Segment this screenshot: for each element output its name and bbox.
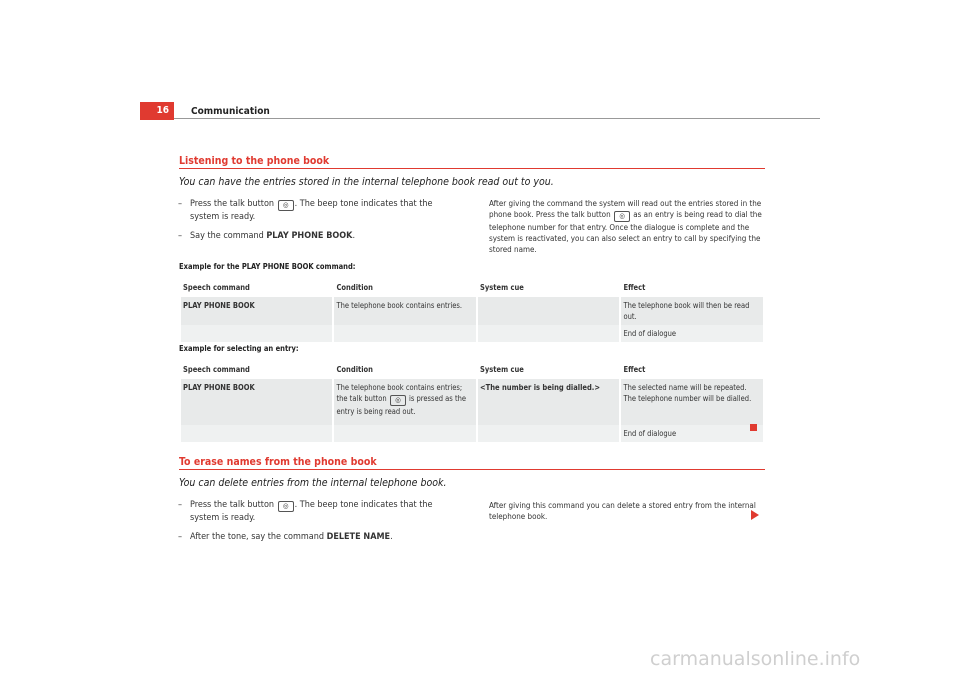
header-rule [174, 118, 820, 119]
table-select-entry [179, 359, 765, 442]
table-row: PLAY PHONE BOOK The telephone book contains entries; the talk button ◎ is pressed as the entry is being read out. <The number is being dialled.> The selected name will be repeated. The telephone number will be dialled. [181, 379, 763, 425]
step-say-command: – Say the command PLAY PHONE BOOK. [178, 231, 356, 241]
talk-button-icon: ◎ [278, 501, 294, 512]
col-header: System cue [478, 359, 620, 379]
section-title-listening: Listening to the phone book [179, 155, 330, 167]
col-header: Effect [621, 277, 763, 297]
table-row: End of dialogue [181, 325, 763, 342]
col-header: Speech command [181, 277, 332, 297]
col-header: Condition [334, 277, 476, 297]
step-press-talk: – Press the talk button ◎ . The beep tone indicates that the system is ready. [178, 199, 433, 222]
section-title-erase: To erase names from the phone book [179, 456, 377, 468]
section-rule [179, 469, 765, 470]
talk-button-icon: ◎ [390, 395, 406, 406]
chapter-title: Communication [191, 106, 270, 117]
page-number: 16 [140, 102, 174, 120]
section-rule [179, 168, 765, 169]
continue-arrow-icon [751, 510, 759, 520]
table2-caption: Example for selecting an entry: [179, 344, 299, 353]
col-header: System cue [478, 277, 619, 297]
watermark: carmanualsonline.info [650, 648, 861, 670]
step-press-talk: – Press the talk button ◎ . The beep tone indicates that the system is ready. [178, 500, 433, 523]
command-text: PLAY PHONE BOOK [266, 231, 353, 241]
end-marker-icon [750, 424, 757, 431]
col-header: Speech command [181, 359, 332, 379]
note-listening: After giving the command the system will read out the entries stored in the phone book. Press the talk button ◎ as an entry is being read to dial the telephone number for that entry. Once the dialogue is complete and the system is reactivated, you can also select an entry to call by specifying the stored name. [489, 199, 762, 254]
section-lead: You can have the entries stored in the internal telephone book read out to you. [179, 176, 554, 188]
talk-button-icon: ◎ [614, 211, 630, 222]
table1-caption: Example for the PLAY PHONE BOOK command: [179, 262, 356, 271]
col-header: Condition [334, 359, 476, 379]
table-row: End of dialogue [181, 425, 763, 442]
section-lead: You can delete entries from the internal telephone book. [179, 477, 447, 489]
talk-button-icon: ◎ [278, 200, 294, 211]
command-text: DELETE NAME [326, 532, 391, 542]
table-row: PLAY PHONE BOOK The telephone book contains entries. The telephone book will then be read out. [181, 297, 763, 325]
table-play-phone-book [179, 277, 765, 342]
col-header: Effect [621, 359, 763, 379]
note-erase: After giving this command you can delete a stored entry from the internal telephone book. [489, 501, 756, 521]
step-say-command: – After the tone, say the command DELETE NAME. [178, 532, 393, 542]
